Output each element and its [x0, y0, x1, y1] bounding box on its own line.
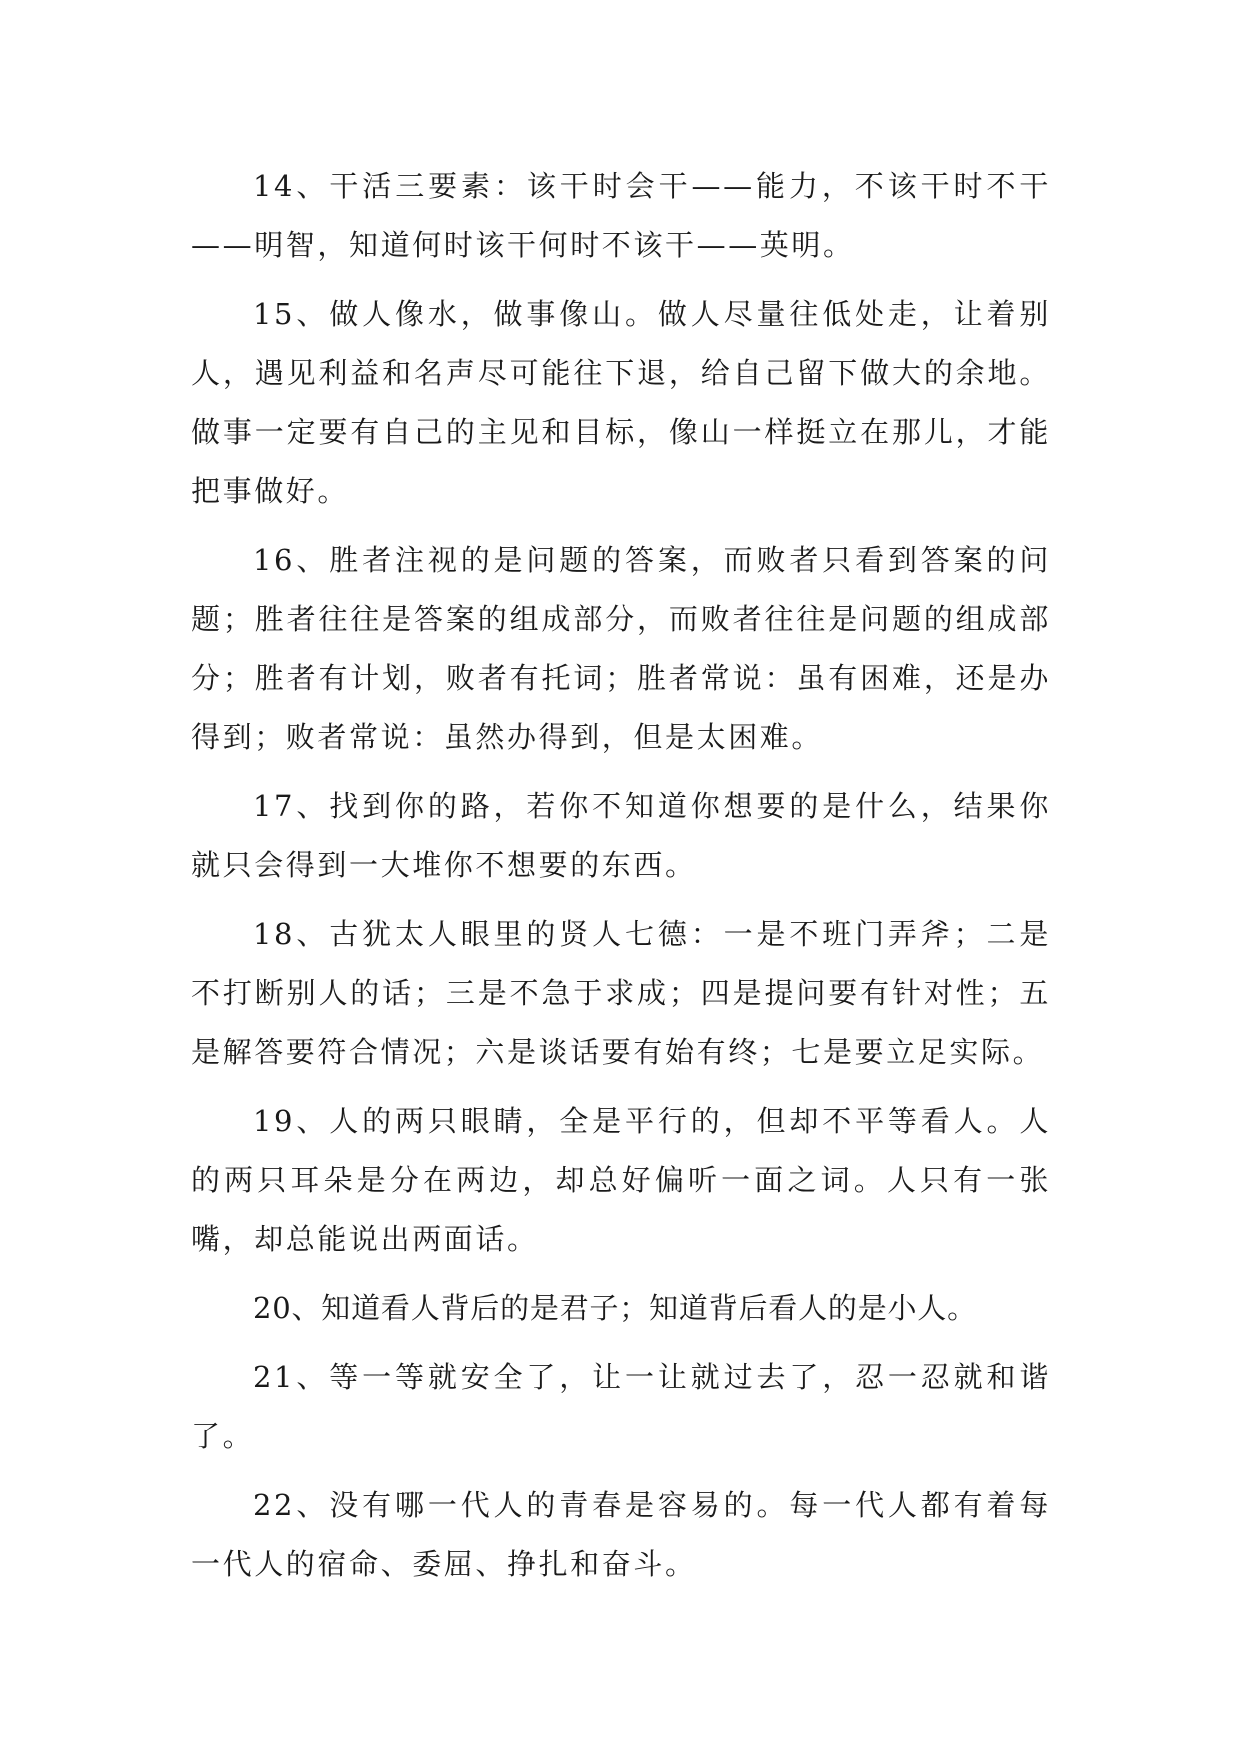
paragraph-22: 22、没有哪一代人的青春是容易的。每一代人都有着每一代人的宿命、委屈、挣扎和奋斗。	[191, 1488, 1051, 1581]
document-body	[191, 157, 1051, 1604]
paragraph-17: 17、找到你的路，若你不知道你想要的是什么，结果你就只会得到一大堆你不想要的东西。	[191, 789, 1051, 882]
paragraph-21: 21、等一等就安全了，让一让就过去了，忍一忍就和谐了。	[191, 1360, 1051, 1453]
paragraph-19: 19、人的两只眼睛，全是平行的，但却不平等看人。人的两只耳朵是分在两边，却总好偏听一面之词。人只有一张嘴，却总能说出两面话。	[191, 1104, 1051, 1256]
paragraph-18: 18、古犹太人眼里的贤人七德：一是不班门弄斧；二是不打断别人的话；三是不急于求成；四是提问要有针对性；五是解答要符合情况；六是谈话要有始有终；七是要立足实际。	[191, 917, 1051, 1069]
paragraph-20: 20、知道看人背后的是君子；知道背后看人的是小人。	[253, 1291, 977, 1325]
paragraph-15: 15、做人像水，做事像山。做人尽量往低处走，让着别人，遇见利益和名声尽可能往下退，给自己留下做大的余地。做事一定要有自己的主见和目标，像山一样挺立在那儿，才能把事做好。	[191, 297, 1051, 508]
paragraph-16: 16、胜者注视的是问题的答案，而败者只看到答案的问题；胜者往往是答案的组成部分，而败者往往是问题的组成部分；胜者有计划，败者有托词；胜者常说：虽有困难，还是办得到；败者常说：虽然办得到，但是太困难。	[191, 543, 1051, 754]
paragraph-14: 14、干活三要素：该干时会干——能力，不该干时不干——明智，知道何时该干何时不该干——英明。	[191, 169, 1051, 262]
